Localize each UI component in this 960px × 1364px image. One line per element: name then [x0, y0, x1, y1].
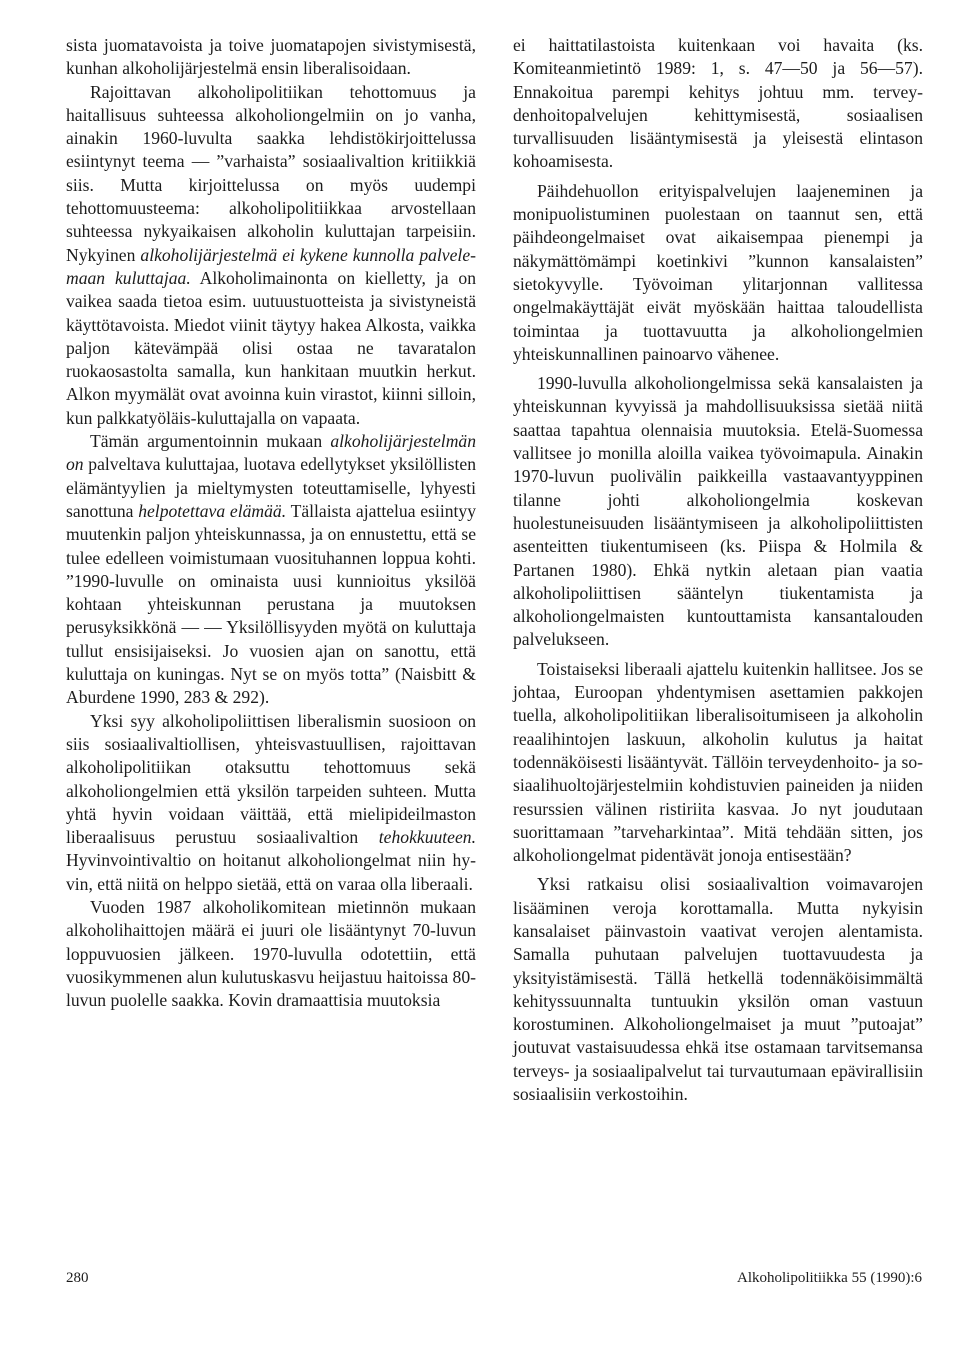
paragraph-5: Yksi ratkaisu olisi sosiaalivaltion voimavarojen lisääminen veroja korottamalla. Mutta nykyisin kansalaiset päinvastoin vaativat verojen alentamista. Samalla puhutaan palvelujen tuottavuudesta ja yksityistämisestä. Tällä hetkellä todennäköisimmältä kehityssuunnalta tuntuukin yksilön oman vastuun korostuminen. Alkoholiongelmaiset ja muut ”putoajat” joutuvat vastaisuudessa ehkä itse ostamaan tarvitsemansa terveys- ja sosiaalipalvelut tai turvautumaan epävirallisiin sosiaalisiin verkostoihin. — [513, 874, 923, 1105]
paragraph-3: 1990-luvulla alkoholiongelmissa sekä kansalaisten ja yhteiskunnan kyvyissä ja mahdollisuuksissa sietää niitä saattaa tapahtua olennaisia muutoksia. Etelä-Suomessa vallitsee jo monilla aloilla vaikea työvoimapula. Ainakin 1970-luvun puolivälin paikkeilla vastaavantyyppinen tilanne johti alkoholiongelmia koskevan huolestuneisuuden lisääntymiseen ja alkoholipoliittisten asenteitten tiukentumiseen (ks. Piispa & Holmila & Partanen 1980). Ehkä nytkin aletaan pian vaatia alkoholipoliittisen sääntelyn tiukentamista ja alkoholiongelmaisten kuntouttamista kansantalouden palvelukseen. — [513, 373, 923, 650]
text: Yksi syy alkoholipoliittisen liberalismin suosioon on siis sosiaalivaltiollisen, yhteisvastuullisen, rajoittavan alkoholipolitiikan otaksuttu tehottomuus sekä alkoholiongelmien että yksilön tarpeiden suhteen. Mutta yhtä hyvin voidaan väittää, että mielipideilmaston liberaalisuus perustuu sosiaalivaltion — [66, 710, 476, 848]
paragraph-2: Päihdehuollon erityispalvelujen laajeneminen ja monipuolistuminen puolestaan on taannut sen, että päihdeongelmaiset ovat aikaisempaa pienempi ja näkymättömämpi koetinkivi ”kunnon kansalaisten” sietokyvylle. Työvoiman ylitarjonnan vallitessa ongelmakäyttäjät eivät myöskään haittaa taloudellista toimintaa ja tuottavuutta ja alkoholiongelmien yhteiskunnallinen painoarvo vähenee. — [513, 180, 923, 364]
emphasis: alkoholijärjestelmän on — [66, 431, 476, 475]
left-column — [66, 34, 476, 1012]
text: Tällaista ajattelua esiintyy muutenkin paljon yhteiskunnassa, ja on ennustettu, että se tulee edelleen voimistumaan vuosituhannen loppua kohti. ”1990-luvulle on ominaista uusi kunnioitus yksilöä kohtaan yhteiskunnan perustana ja muutoksen perusyksikkönä — — Yksilöllisyyden myötä on kuluttaja tullut ensisijaiseksi. Jo vuosien ajan on sanottu, että kuluttaja on kuningas. Nyt se on myös totta” (Naisbitt & Aburdene 1990, 283 & 292). — [66, 500, 477, 708]
paragraph-2 — [66, 81, 476, 430]
journal-reference: Alkoholipolitiikka 55 (1990):6 — [737, 1270, 922, 1286]
text: Hyvinvointivaltio on hoitanut alkoholiongelmat niin hyvin, että niitä on helppo sietää, että on varaa olla liberaali. — [66, 850, 476, 894]
paragraph-1: ei haittatilastoista kuitenkaan voi havaita (ks. Komiteanmietintö 1989: 1, s. 47—50 ja 56—57). Ennakoitua parempi kehitys johtuu mm. terveydenhoitopalvelujen kehittymisestä, sosiaalisen turvallisuuden lisääntymisestä ja yleisestä elintason kohoamisesta. — [513, 35, 923, 172]
paragraph-3 — [66, 430, 476, 710]
text: Rajoittavan alkoholipolitiikan tehottomuus ja haitallisuus suhteessa alkoholiongelmiin on jo vanha, ainakin 1960-luvulta saakka lehdistökirjoittelussa esiintynyt teema — ”varhaista” sosiaalivaltion kritiikkiä siis. Mutta kirjoittelussa on myös uudempi tehottomuusteema: alkoholipolitiikkaa arvostellaan suhteessa nykyaikaisen alkoholin kuluttajan tarpeisiin. Nykyinen — [66, 81, 476, 265]
paragraph-4 — [66, 710, 476, 896]
right-column — [513, 34, 923, 1106]
emphasis: helpotettava elämää. — [138, 500, 287, 521]
text: palveltava kuluttajaa, luotava edellytykset yksilöllisten elämäntyylien ja mieltymysten toteuttamiselle, lyhyesti sanottuna — [66, 454, 476, 521]
emphasis: alkoholijärjestelmä ei kykene kunnolla palvelemaan kuluttajaa. — [66, 244, 476, 288]
paragraph-1: sista juomatavoista ja toive juomatapojen sivistymisestä, kunhan alkoholijärjestelmä ensin liberalisoidaan. — [66, 35, 476, 79]
emphasis: tehokkuuteen. — [378, 827, 476, 848]
text: Alkoholimainonta on kielletty, ja on vaikea saada tietoa esim. uutuustuotteista ja sivistyneistä käyttötavoista. Miedot viinit täytyy hakea Alkosta, vaikka paljon kätevämpää olisi ostaa ne tavaratalon ruokaosastolta samalla, kun hankitaan muutkin herkut. Alkon myymälät ovat avoinna kuin virastot, kiinni silloin, kun palkkatyöläis-kuluttajalla on vapaata. — [66, 267, 476, 428]
paragraph-4: Toistaiseksi liberaali ajattelu kuitenkin hallitsee. Jos se johtaa, Euroopan yhdentymisen asettamien pakkojen tuella, alkoholipolitiikan liberalisoitumiseen ja alkoholin reaalihintojen laskuun, alkoholin kulutus ja haitat todennäköisesti lisääntyvät. Tällöin terveydenhoito- ja sosiaalihuoltojärjestelmiin kohdistuvien paineiden ja niiden resurssien välinen ristiriita kasvaa. Jo nyt joudutaan suorittamaan ”tarveharkintaa”. Mitä tehdään sitten, jos alkoholiongelmat pidentävät jonoja entisestään? — [513, 658, 923, 866]
text: Tämän argumentoinnin mukaan — [90, 431, 331, 452]
paragraph-5: Vuoden 1987 alkoholikomitean mietinnön mukaan alkoholihaittojen määrä ei juuri ole lisääntynyt 70-luvun loppuvuosien jälkeen. 1970-luvulla odotettiin, että vuosikymmenen alun kulutuskasvu heijastuu haitoissa 80-luvun puolelle saakka. Kovin dramaattisia muutoksia — [66, 896, 476, 1011]
page-number: 280 — [66, 1270, 89, 1286]
